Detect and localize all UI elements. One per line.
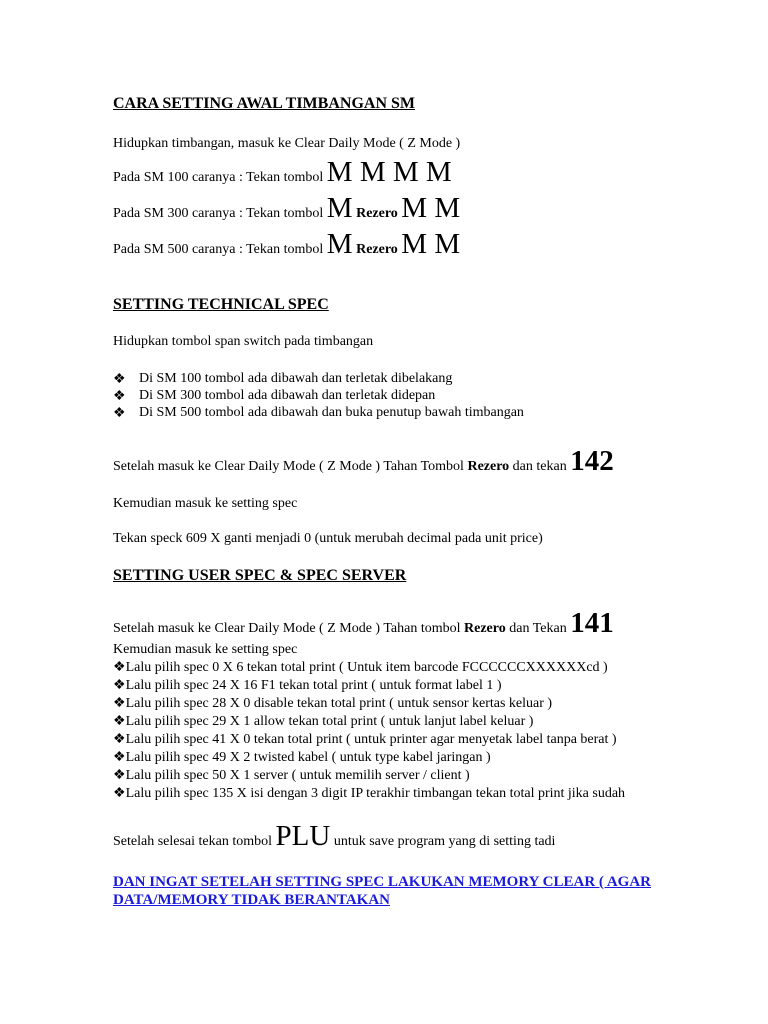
- bullet-icon: ❖: [113, 660, 126, 675]
- step-141-prefix: Setelah masuk ke Clear Daily Mode ( Z Mode ) Tahan tombol: [113, 621, 461, 636]
- bullet-icon: ❖: [113, 406, 126, 421]
- step-142-line: [113, 447, 614, 476]
- sm500-rezero: Rezero: [356, 242, 398, 257]
- list-item-text: Lalu pilih spec 24 X 16 F1 tekan total print ( untuk format label 1 ): [125, 678, 502, 693]
- bullet-icon: ❖: [113, 389, 126, 404]
- list-item: [113, 659, 608, 676]
- bullet-icon: ❖: [113, 750, 126, 765]
- bullet-icon: ❖: [113, 696, 126, 711]
- plu-suffix: untuk save program yang di setting tadi: [333, 834, 556, 849]
- list-item: [113, 371, 453, 388]
- step-141-rezero: Rezero: [464, 621, 506, 636]
- step-142-rezero: Rezero: [467, 459, 510, 474]
- code-141: 141: [570, 607, 614, 639]
- memory-clear-link[interactable]: DAN INGAT SETELAH SETTING SPEC LAKUKAN MEMORY CLEAR ( AGAR DATA/MEMORY TIDAK BERANTAKAN: [113, 874, 652, 908]
- step-142-prefix: Setelah masuk ke Clear Daily Mode ( Z Mode ) Tahan Tombol: [113, 459, 464, 474]
- list-item-text: Lalu pilih spec 28 X 0 disable tekan total print ( untuk sensor kertas keluar ): [125, 696, 553, 711]
- plu-key: PLU: [275, 820, 331, 852]
- enter-spec-text: Kemudian masuk ke setting spec: [113, 496, 298, 511]
- sm100-line: [113, 158, 452, 187]
- list-item-text: Lalu pilih spec 0 X 6 tekan total print ( Untuk item barcode FCCCCCCXXXXXXcd ): [125, 660, 608, 675]
- list-item: [113, 713, 533, 730]
- list-item: [113, 695, 552, 712]
- heading-cara-setting: CARA SETTING AWAL TIMBANGAN SM: [113, 95, 415, 112]
- enter-spec-text-2: Kemudian masuk ke setting spec: [113, 642, 298, 657]
- plu-line: [113, 822, 555, 851]
- sm500-line: [113, 230, 460, 259]
- bullet-icon: ❖: [113, 372, 126, 387]
- list-item: [113, 405, 524, 422]
- list-item-text: Lalu pilih spec 41 X 0 tekan total print ( untuk printer agar menyetak label tanpa berat ): [125, 732, 617, 747]
- sm500-key1: M: [326, 228, 353, 260]
- sm300-line: [113, 194, 460, 223]
- list-item-text: Lalu pilih spec 29 X 1 allow tekan total print ( untuk lanjut label keluar ): [125, 714, 534, 729]
- list-item-text: Di SM 500 tombol ada dibawah dan buka penutup bawah timbangan: [139, 405, 524, 420]
- sm300-key1: M: [326, 192, 353, 224]
- bullet-icon: ❖: [113, 732, 126, 747]
- list-item: [113, 388, 436, 405]
- list-item-text: Di SM 100 tombol ada dibawah dan terletak dibelakang: [139, 371, 453, 386]
- list-item: [113, 677, 502, 694]
- intro-text: Hidupkan timbangan, masuk ke Clear Daily Mode ( Z Mode ): [113, 136, 461, 151]
- bullet-icon: ❖: [113, 768, 126, 783]
- list-item-text: Lalu pilih spec 50 X 1 server ( untuk memilih server / client ): [125, 768, 470, 783]
- list-item-text: Lalu pilih spec 49 X 2 twisted kabel ( untuk type kabel jaringan ): [125, 750, 491, 765]
- list-item: [113, 767, 470, 784]
- bullet-icon: ❖: [113, 714, 126, 729]
- step-141-mid: dan Tekan: [509, 621, 567, 636]
- list-item: [113, 749, 491, 766]
- bullet-icon: ❖: [113, 678, 126, 693]
- bullet-icon: ❖: [113, 786, 126, 801]
- list-item-text: Di SM 300 tombol ada dibawah dan terletak didepan: [139, 388, 436, 403]
- sm300-rezero: Rezero: [356, 206, 398, 221]
- sm100-prefix: Pada SM 100 caranya : Tekan tombol: [113, 170, 324, 185]
- sm500-key2: M M: [401, 228, 461, 260]
- sm300-prefix: Pada SM 300 caranya : Tekan tombol: [113, 206, 324, 221]
- plu-prefix: Setelah selesai tekan tombol: [113, 834, 273, 849]
- span-switch-text: Hidupkan tombol span switch pada timbangan: [113, 334, 374, 349]
- sm500-prefix: Pada SM 500 caranya : Tekan tombol: [113, 242, 324, 257]
- sm300-key2: M M: [401, 192, 461, 224]
- code-142: 142: [570, 445, 614, 477]
- list-item: [113, 731, 617, 748]
- step-142-mid: dan tekan: [512, 459, 567, 474]
- sm100-keys: M M M M: [326, 156, 452, 188]
- speck-609-text: Tekan speck 609 X ganti menjadi 0 (untuk merubah decimal pada unit price): [113, 531, 543, 546]
- step-141-line: [113, 609, 614, 638]
- heading-technical-spec: SETTING TECHNICAL SPEC: [113, 296, 329, 313]
- list-item: [113, 785, 625, 802]
- heading-user-spec: SETTING USER SPEC & SPEC SERVER: [113, 567, 407, 584]
- list-item-text: Lalu pilih spec 135 X isi dengan 3 digit IP terakhir timbangan tekan total print jika sudah: [125, 786, 626, 801]
